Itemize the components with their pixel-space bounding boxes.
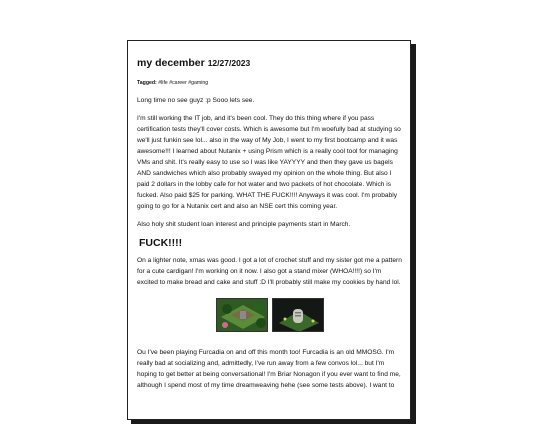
post-date: 12/27/2023 xyxy=(207,58,251,68)
post-title: my december xyxy=(137,57,205,69)
paragraph-xmas: On a lighter note, xmas was good. I got a lot of crochet stuff and my sister got me a pattern for a cute cardigan! I'm working on it now. I also got a stand mixer (WHOA!!!!) so I'm excited to make bread and cake and stuff :D I'll probably still make my cookies by hand lol. xyxy=(137,257,402,286)
section-heading: FUCK!!!! xyxy=(139,237,183,249)
post-header xyxy=(137,57,403,69)
tags-label: Tagged: xyxy=(137,80,157,86)
blog-post-card xyxy=(127,40,411,420)
game-screenshot-gravestone xyxy=(272,298,324,332)
post-tags xyxy=(137,80,403,86)
image-row xyxy=(137,298,403,332)
game-screenshot-garden xyxy=(216,298,268,332)
paragraph-it-job: I'm still working the IT job, and it's been cool. They do this thing where if you pass certification tests they'll cover costs. Which is awesome but I'm woefully bad at studying so we'll just funkin see lol... also in the way of My Job, I went to my first bootcamp and it was awesome!!! I learned about Nutanix + using Prism which is a really cool tool for managing VMs and shit. It's really easy to use so I was like YAYYYY and then they gave us bagels AND sandwiches which also probably swayed my opinion on the whole thing. But also I paid 2 dollars in the lobby cafe for hot water and two packets of hot chocolate. Which is fucked. Also paid $25 for parking. WHAT THE FUCK!!!! Anyways it was cool. I'm probably going to go for a Nutanix cert and also an NSE cert this coming year. xyxy=(137,115,401,210)
tags-list[interactable]: #life #career #gaming xyxy=(158,80,209,86)
paragraph-student-loans: Also holy shit student loan interest and principle payments start in March. xyxy=(137,221,351,228)
paragraph-furcadia: Ou I've been playing Furcadia on and off this month too! Furcadia is an old MMOSG. I'm really bad at socializing and, admittedly, I've run away from a few convos lol... but I'm hoping to get better at being conversational! I'm Briar Nonagon if you ever want to find me, although I spend most of my time dreamweaving hehe (see some tests above). I want to xyxy=(137,349,401,389)
paragraph-intro: Long time no see guyz :p Sooo lets see. xyxy=(137,97,255,104)
